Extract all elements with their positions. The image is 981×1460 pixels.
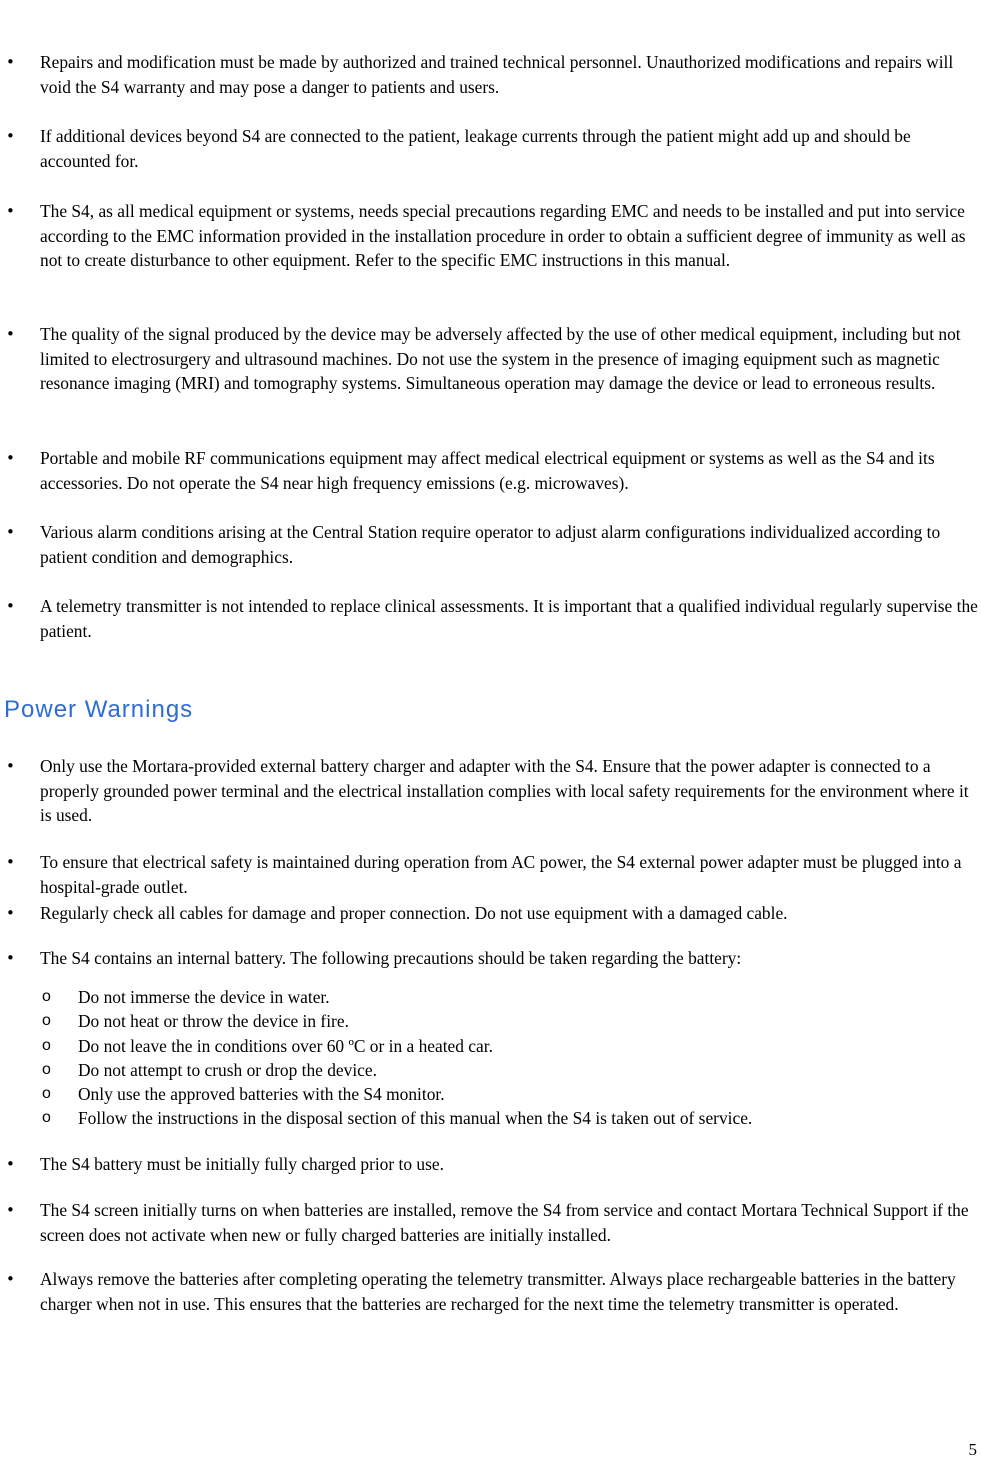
sub-item-text: Do not leave the in conditions over 60 ºC or in a heated car. (78, 1036, 493, 1056)
list-item (6, 446, 980, 495)
bullet-icon: • (6, 53, 15, 71)
item-text: The quality of the signal produced by the device may be adversely affected by the use of other medical equipment, including but not limited to electrosurgery and ultrasound machines. Do not use the system in the presence of imaging equipment such as magnetic resonance imaging (MRI) and tomography systems. Simultaneous operation may damage the device or lead to erroneous results. (40, 324, 961, 393)
circle-bullet-icon: o (42, 1109, 51, 1126)
item-text: The S4 contains an internal battery. The following precautions should be taken regarding the battery: (40, 948, 742, 968)
circle-bullet-icon: o (42, 1085, 51, 1102)
list-item (6, 594, 980, 643)
sub-list-item (42, 1009, 958, 1033)
sub-item-text: Only use the approved batteries with the S4 monitor. (78, 1084, 445, 1104)
page-number: 5 (968, 1440, 977, 1459)
sub-item-text: Do not immerse the device in water. (78, 987, 330, 1007)
sub-list-item (42, 1082, 958, 1106)
item-text: Repairs and modification must be made by authorized and trained technical personnel. Unauthorized modifications and repairs will void the S4 warranty and may pose a danger to patients and users. (40, 52, 954, 97)
list-item (6, 946, 980, 971)
list-item (6, 1152, 980, 1177)
bullet-icon: • (6, 449, 15, 467)
item-text: The S4, as all medical equipment or systems, needs special precautions regarding EMC and needs to be installed and put into service according to the EMC information provided in the installation procedure in order to obtain a sufficient degree of immunity as well as not to create disturbance to other equipment. Refer to the specific EMC instructions in this manual. (40, 201, 966, 270)
bullet-icon: • (6, 757, 15, 775)
item-text: Always remove the batteries after completing operating the telemetry transmitter. Always place rechargeable batteries in the battery charger when not in use. This ensures that the batteries are recharged for the next time the telemetry transmitter is operated. (40, 1269, 956, 1314)
circle-bullet-icon: o (42, 988, 51, 1005)
circle-bullet-icon: o (42, 1012, 51, 1029)
bullet-icon: • (6, 202, 15, 220)
sub-list-item (42, 985, 958, 1009)
bullet-icon: • (6, 597, 15, 615)
item-text: The S4 battery must be initially fully charged prior to use. (40, 1154, 444, 1174)
list-item (6, 901, 980, 926)
list-item (6, 850, 980, 899)
bullet-icon: • (6, 904, 15, 922)
item-text: A telemetry transmitter is not intended to replace clinical assessments. It is important that a qualified individual regularly supervise the patient. (40, 596, 978, 641)
item-text: Various alarm conditions arising at the Central Station require operator to adjust alarm configurations individualized according to patient condition and demographics. (40, 522, 941, 567)
list-item (6, 1198, 980, 1247)
list-item (6, 199, 980, 273)
item-text: To ensure that electrical safety is maintained during operation from AC power, the S4 external power adapter must be plugged into a hospital-grade outlet. (40, 852, 962, 897)
item-text: The S4 screen initially turns on when batteries are installed, remove the S4 from service and contact Mortara Technical Support if the screen does not activate when new or fully charged batteries are initially installed. (40, 1200, 969, 1245)
list-item (6, 322, 980, 396)
item-text: Only use the Mortara-provided external battery charger and adapter with the S4. Ensure that the power adapter is connected to a properly grounded power terminal and the electrical installation complies with local safety requirements for the environment where it is used. (40, 756, 969, 825)
bullet-icon: • (6, 1270, 15, 1288)
list-item (6, 754, 980, 828)
bullet-icon: • (6, 523, 15, 541)
sub-list-item (42, 1106, 958, 1130)
section-heading-power-warnings: Power Warnings (4, 696, 194, 723)
sub-list-item (42, 1034, 958, 1058)
bullet-icon: • (6, 1155, 15, 1173)
sub-item-text: Do not attempt to crush or drop the device. (78, 1060, 377, 1080)
circle-bullet-icon: o (42, 1061, 51, 1078)
sub-item-text: Follow the instructions in the disposal section of this manual when the S4 is taken out of service. (78, 1108, 753, 1128)
bullet-icon: • (6, 949, 15, 967)
circle-bullet-icon: o (42, 1037, 51, 1054)
item-text: Portable and mobile RF communications equipment may affect medical electrical equipment or systems as well as the S4 and its accessories. Do not operate the S4 near high frequency emissions (e.g. microwaves). (40, 448, 935, 493)
sub-item-text: Do not heat or throw the device in fire. (78, 1011, 349, 1031)
list-item (6, 1267, 980, 1316)
bullet-icon: • (6, 1201, 15, 1219)
list-item (6, 50, 980, 99)
list-item (6, 124, 980, 173)
item-text: If additional devices beyond S4 are connected to the patient, leakage currents through the patient might add up and should be accounted for. (40, 126, 911, 171)
item-text: Regularly check all cables for damage and proper connection. Do not use equipment with a damaged cable. (40, 903, 788, 923)
list-item (6, 520, 980, 569)
sub-list-item (42, 1058, 958, 1082)
bullet-icon: • (6, 127, 15, 145)
bullet-icon: • (6, 325, 15, 343)
bullet-icon: • (6, 853, 15, 871)
